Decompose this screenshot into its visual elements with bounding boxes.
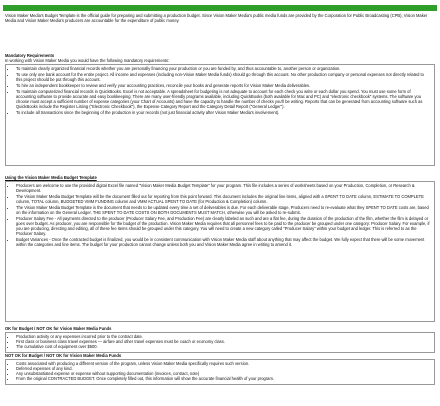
list-item: • Producers are welcome to use the provided digital Excel file named "Vision Maker Media Budget Template" for your program. This file includes a series of worksheets based on your Production, Completion, or Research & Development.: [16, 183, 431, 193]
list-item: • To include all transactions since the beginning of the production in your records (not just financial activity after Vision Maker Media's involvement).: [16, 110, 431, 115]
budget-template-title: Using the Vision Maker Media Budget Template: [5, 175, 97, 180]
list-item: • To maintain clearly organized financial records whether you are personally financing your production or you are funded by, and thus accountable to, another person or organization.: [16, 66, 431, 71]
header-bar: [3, 5, 437, 11]
list-item: • First class or business class travel expenses — airfare and other travel expenses must be coach or economy class.: [16, 339, 431, 344]
not-ok-funds-list: [9, 361, 431, 381]
not-ok-funds-title: NOT OK for Budget / NOT OK for Vision Maker Media Funds: [5, 353, 122, 358]
list-item: • From the original CONTRACTED BUDGET. Once completely filled out, this information will show the accurate financial health of your program.: [16, 376, 431, 381]
list-item: • Costs associated with producing a different version of the program, unless Vision Maker Media specifically requires such version.: [16, 361, 431, 366]
mandatory-title: Mandatory Requirements: [5, 53, 55, 58]
list-item: • The cumulative cost of equipment over $500.: [16, 344, 431, 349]
intro-paragraph: Vision Maker Media's Budget Template is the official guide for preparing and submitting a production budget. Since Vision Maker Media's public media funds are provided by the Corporation for Public Broadcasting (CPB), Vision Maker Media and Vision Maker Media's producers are accountable for the expenditure of public money.: [5, 13, 428, 23]
ok-funds-box: [5, 332, 435, 353]
list-item: • The Vision Maker Media Budget Template is the document that needs to be updated every time a set of deliverables is due. For each deliverable stage, Producers need to re-evaluate what they SPENT TO DATE costs are, based on the information on the General Ledger. THE SPENT TO DATE COSTS ON BOTH DOCUMENTS MUST MATCH, otherwise you will be asked to re-submit.: [16, 205, 431, 215]
mandatory-section: [5, 53, 435, 166]
list-item: • Producer Salary Fee - All payments directed to the producer (Producer Salary Fee, and Production Fee) are clearly labeled as such and are a flat fee, during the duration of the production of the film, whether the film is delayed or goes over budget. As producer, you are responsible for the budget of the production. Vision Maker Media requires that all personnel fees to be paid to the producer be grouped under one category: Producer Salary. For example, if you are producing, directing and editing, all of these fee items should be grouped under this category. You will need to create a new category called "Producer Salary" within your budget and ledger. This is referred to as the Producer Salary.: [16, 216, 431, 236]
list-item: • To maintain computerized financial records in QuickBooks. Excel is not acceptable. A spreadsheet for budgeting is not adequate to account for each check you write or each dollar you spend. You must use some form of accounting software to provide accurate and easy bookkeeping. There are many user-friendly programs available, including QuickBooks (both available for Mac and PC) and "electronic checkbook" systems. The software you choose must accept a sufficient number of expense categories (your Chart of Accounts) and have the capacity to handle the number of checks you'll be writing. Reports that can be generated from accounting software such as QuickBooks include the Register Listing ("Electronic Checkbook"), the Expense Category Report and the Category Detail Report ("General Ledger").: [16, 89, 431, 109]
ok-funds-section: [5, 326, 435, 353]
list-item: • Deferred expenses of any kind.: [16, 366, 431, 371]
budget-template-section: [5, 175, 435, 322]
list-item: • To use only one bank account for the entire project. All income and expenses (including non-Vision Maker Media funds) should go through this account. No other production company or personal expenses not directly related to this project should be put through this account.: [16, 72, 431, 82]
mandatory-list: [9, 66, 431, 116]
ok-funds-list: [9, 334, 431, 349]
list-item: • Production activity or any expenses incurred prior to the contract date.: [16, 334, 431, 339]
budget-template-box: [5, 181, 435, 322]
list-item: • To hire an independent bookkeeper to review and verify your accounting practices, reconcile your books and generate reports for Vision Maker Media deliverables.: [16, 83, 431, 88]
mandatory-box: [5, 64, 435, 166]
list-item: • Budget Variances - Once the contracted budget is finalized, you would be in consistent communication with Vision Maker Media staff about anything that may affect the budget. We fully expect that there will be some movement within the categories and line items. The budget for your production cannot change unless both you and Vision Maker Media agree in writing to amend it.: [16, 237, 431, 247]
mandatory-intro: In working with Vision Maker Media you would have the following mandatory requirements:: [5, 58, 170, 63]
list-item: • Any unsubstantiated expense or expense without supporting documentation (invoices, contract, note): [16, 371, 431, 376]
ok-funds-title: OK for Budget / NOT OK for Vision Maker Media Funds: [5, 326, 112, 331]
not-ok-funds-section: [5, 353, 435, 385]
budget-template-list: [9, 183, 431, 248]
list-item: • The Vision Maker Media Budget Template will be the document filled out for reporting from this point forward. This document includes the original line items, aligned with a SPENT TO DATE column, ESTIMATE TO COMPLETE column, TOTAL column, BUDGETED VMM FUNDING column and VMM ACTUAL SPENT TO DATE (for Production & Completion) column.: [16, 194, 431, 204]
not-ok-funds-box: [5, 359, 435, 385]
